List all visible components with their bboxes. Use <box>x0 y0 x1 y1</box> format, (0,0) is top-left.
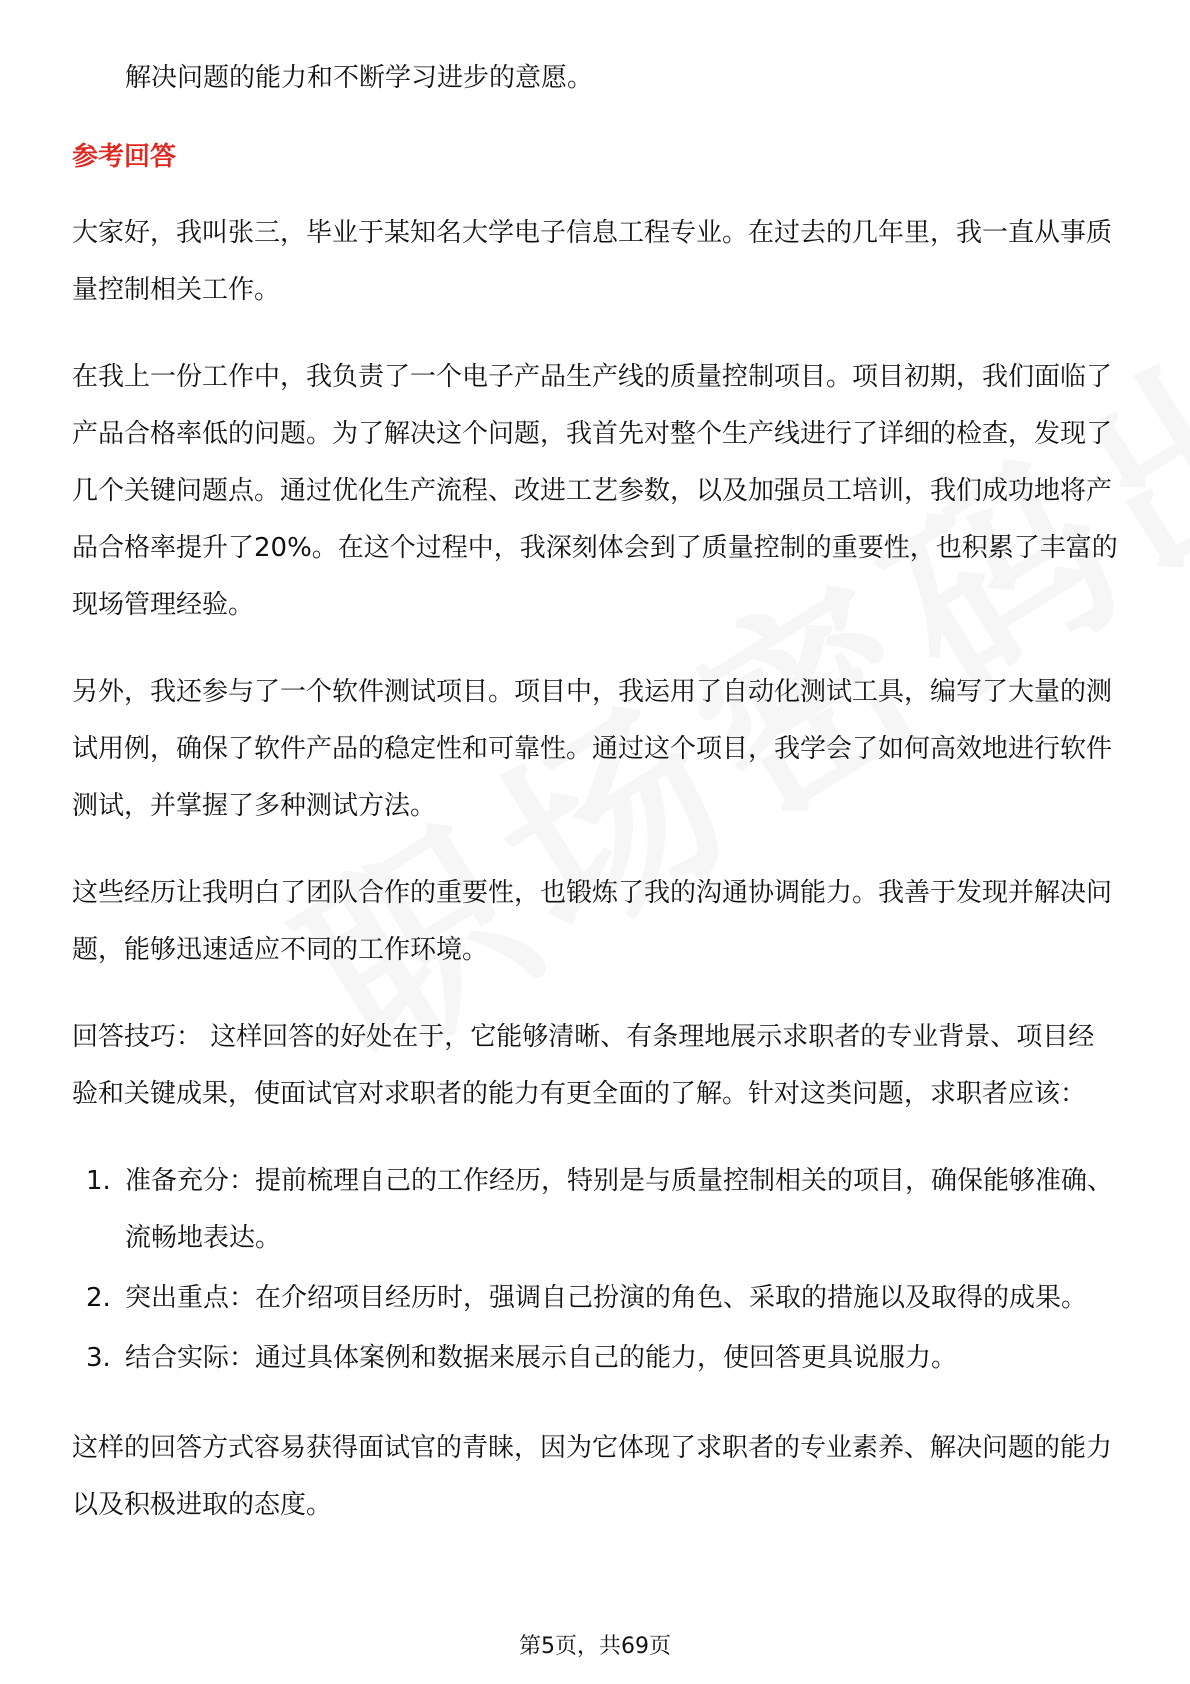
spacer <box>72 634 1118 664</box>
answer-paragraph-4: 这些经历让我明白了团队合作的重要性，也锻炼了我的沟通协调能力。我善于发现并解决问题，能够迅速适应不同的工作环境。 <box>72 878 1113 965</box>
spacer <box>72 319 1118 349</box>
spacer <box>72 979 1118 1009</box>
list-item <box>72 1153 1118 1267</box>
intro-continuation: 解决问题的能力和不断学习进步的意愿。 <box>125 63 594 93</box>
list-number: 1. <box>86 1166 111 1196</box>
tips-intro-paragraph: 回答技巧： 这样回答的好处在于，它能够清晰、有条理地展示求职者的专业背景、项目经验和关键成果，使面试官对求职者的能力有更全面的了解。针对这类问题，求职者应该： <box>72 1022 1095 1109</box>
list-text: 准备充分：提前梳理自己的工作经历，特别是与质量控制相关的项目，确保能够准确、流畅地表达。 <box>125 1166 1114 1253</box>
list-text: 结合实际：通过具体案例和数据来展示自己的能力，使回答更具说服力。 <box>125 1343 958 1373</box>
tips-list <box>72 1153 1118 1387</box>
list-number: 2. <box>86 1283 111 1313</box>
list-text: 突出重点：在介绍项目经历时，强调自己扮演的角色、采取的措施以及取得的成果。 <box>125 1283 1088 1313</box>
answer-paragraph-2: 在我上一份工作中，我负责了一个电子产品生产线的质量控制项目。项目初期，我们面临了产品合格率低的问题。为了解决这个问题，我首先对整个生产线进行了详细的检查，发现了几个关键问题点。通过优化生产流程、改进工艺参数，以及加强员工培训，我们成功地将产品合格率提升了20%。在这个过程中，我深刻体会到了质量控制的重要性，也积累了丰富的现场管理经验。 <box>72 362 1118 620</box>
spacer <box>72 835 1118 865</box>
spacer <box>72 1123 1118 1153</box>
closing-paragraph: 这样的回答方式容易获得面试官的青睐，因为它体现了求职者的专业素养、解决问题的能力以及积极进取的态度。 <box>72 1433 1113 1520</box>
list-number: 3. <box>86 1343 111 1373</box>
list-item <box>72 1270 1118 1327</box>
section-heading: 参考回答 <box>72 142 177 172</box>
answer-paragraph-3: 另外，我还参与了一个软件测试项目。项目中，我运用了自动化测试工具，编写了大量的测试用例，确保了软件产品的稳定性和可靠性。通过这个项目，我学会了如何高效地进行软件测试，并掌握了多种测试方法。 <box>72 677 1113 821</box>
page-number: 第5页，共69页 <box>519 1634 671 1659</box>
list-item <box>72 1330 1118 1387</box>
page-content <box>72 50 1118 1534</box>
spacer <box>72 1390 1118 1420</box>
answer-paragraph-1: 大家好，我叫张三，毕业于某知名大学电子信息工程专业。在过去的几年里，我一直从事质量控制相关工作。 <box>72 218 1113 305</box>
